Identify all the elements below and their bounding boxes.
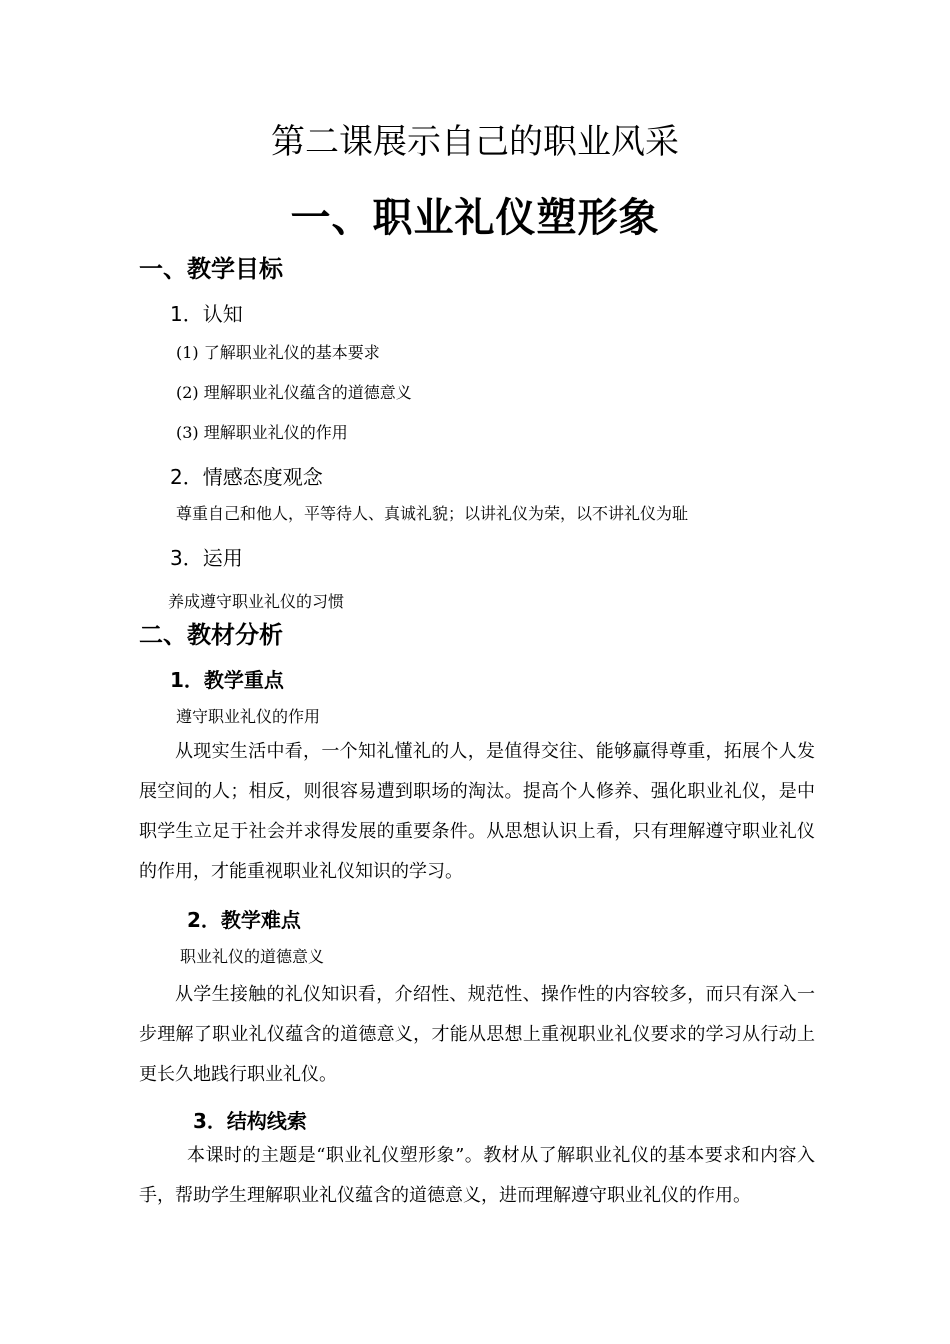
application-text: 养成遵守职业礼仪的习惯: [168, 592, 345, 611]
lesson-title: 第二课展示自己的职业风采: [271, 122, 679, 162]
key-point-subtitle: 遵守职业礼仪的作用: [176, 707, 321, 726]
emotion-text: 尊重自己和他人，平等待人、真诚礼貌；以讲礼仪为荣，以不讲礼仪为耻: [176, 504, 689, 523]
difficult-point-paragraph: 从学生接触的礼仪知识看，介绍性、规范性、操作性的内容较多，而只有深入一步理解了职业礼仪蕴含的道德意义，才能从思想上重视职业礼仪要求的学习从行动上更长久地践行职业礼仪。: [139, 984, 815, 1085]
section-title: 一、职业礼仪塑形象: [290, 195, 660, 241]
structure-paragraph: 本课时的主题是“职业礼仪塑形象”。教材从了解职业礼仪的基本要求和内容入手，帮助学生理解职业礼仪蕴含的道德意义，进而理解遵守职业礼仪的作用。: [139, 1145, 815, 1206]
difficult-point-subtitle: 职业礼仪的道德意义: [180, 947, 325, 966]
heading-material-analysis: 二、教材分析: [139, 621, 283, 649]
heading-teaching-goals: 一、教学目标: [139, 255, 283, 283]
heading-cognition: 1．认知: [170, 302, 243, 326]
heading-emotion: 2．情感态度观念: [170, 465, 323, 489]
key-point-paragraph: 从现实生活中看，一个知礼懂礼的人，是值得交往、能够赢得尊重，拓展个人发展空间的人；相反，则很容易遭到职场的淘汰。提高个人修养、强化职业礼仪，是中职学生立足于社会并求得发展的重要条件。从思想认识上看，只有理解遵守职业礼仪的作用，才能重视职业礼仪知识的学习。: [139, 741, 815, 882]
heading-structure: 3．结构线索: [193, 1109, 307, 1133]
cognition-item-3: (3) 理解职业礼仪的作用: [176, 423, 348, 442]
heading-difficult-point: 2．教学难点: [187, 908, 301, 932]
heading-application: 3．运用: [170, 546, 243, 570]
cognition-item-2: (2) 理解职业礼仪蕴含的道德意义: [176, 383, 412, 402]
heading-key-point: 1．教学重点: [170, 668, 284, 692]
cognition-item-1: (1) 了解职业礼仪的基本要求: [176, 343, 380, 362]
